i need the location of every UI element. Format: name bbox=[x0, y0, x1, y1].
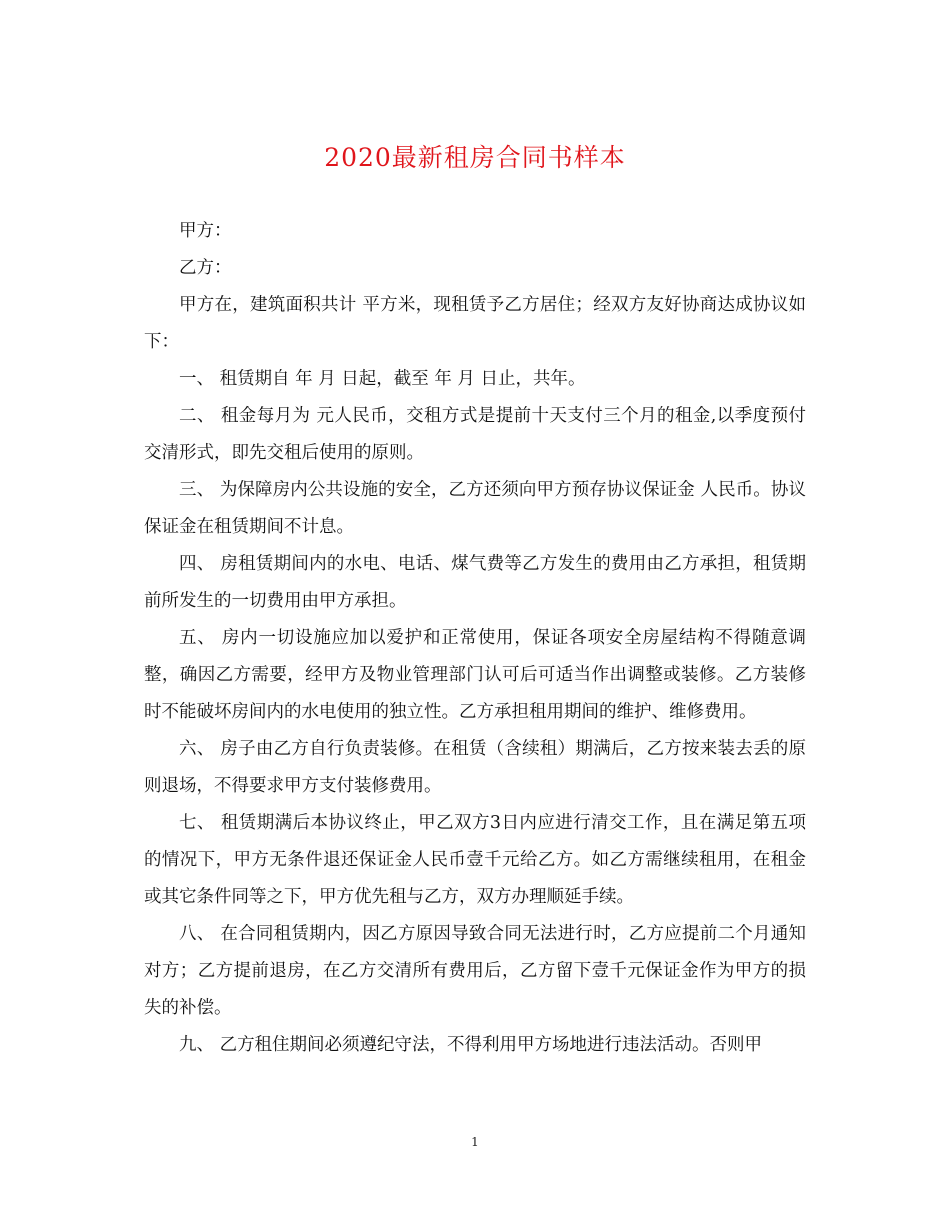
party-a-line: 甲方： bbox=[179, 221, 232, 241]
document-title: 2020最新租房合同书样本 bbox=[324, 143, 626, 172]
party-b-line: 乙方： bbox=[179, 258, 232, 278]
page-number: 1 bbox=[471, 1135, 479, 1149]
clause-1: 一、 租赁期自 年 月 日起，截至 年 月 日止，共年。 bbox=[179, 369, 586, 389]
clause-4: 四、 房租赁期间内的水电、电话、煤气费等乙方发生的费用由乙方承担，租赁期前所发生的一切费用由甲方承担。 bbox=[144, 554, 806, 611]
intro-paragraph: 甲方在，建筑面积共计 平方米，现租赁予乙方居住；经双方友好协商达成协议如下： bbox=[144, 295, 806, 352]
document-body bbox=[144, 213, 806, 1064]
clause-2: 二、 租金每月为 元人民币，交租方式是提前十天支付三个月的租金,以季度预付交清形式，即先交租后使用的原则。 bbox=[144, 406, 806, 463]
clause-5: 五、 房内一切设施应加以爱护和正常使用，保证各项安全房屋结构不得随意调整，确因乙方需要，经甲方及物业管理部门认可后可适当作出调整或装修。乙方装修时不能破坏房间内的水电使用的独立性。乙方承担租用期间的维护、维修费用。 bbox=[144, 628, 806, 722]
clause-3: 三、 为保障房内公共设施的安全，乙方还须向甲方预存协议保证金 人民币。协议保证金在租赁期间不计息。 bbox=[144, 480, 806, 537]
clause-9: 九、 乙方租住期间必须遵纪守法，不得利用甲方场地进行违法活动。否则甲 bbox=[179, 1035, 763, 1055]
clause-6: 六、 房子由乙方自行负责装修。在租赁（含续租）期满后，乙方按来装去丢的原则退场，不得要求甲方支付装修费用。 bbox=[144, 739, 806, 796]
clause-7: 七、 租赁期满后本协议终止，甲乙双方3日内应进行清交工作，且在满足第五项的情况下，甲方无条件退还保证金人民币壹千元给乙方。如乙方需继续租用，在租金或其它条件同等之下，甲方优先租与乙方，双方办理顺延手续。 bbox=[144, 813, 806, 907]
clause-8: 八、 在合同租赁期内，因乙方原因导致合同无法进行时，乙方应提前二个月通知对方；乙方提前退房，在乙方交清所有费用后，乙方留下壹千元保证金作为甲方的损失的补偿。 bbox=[144, 924, 806, 1018]
